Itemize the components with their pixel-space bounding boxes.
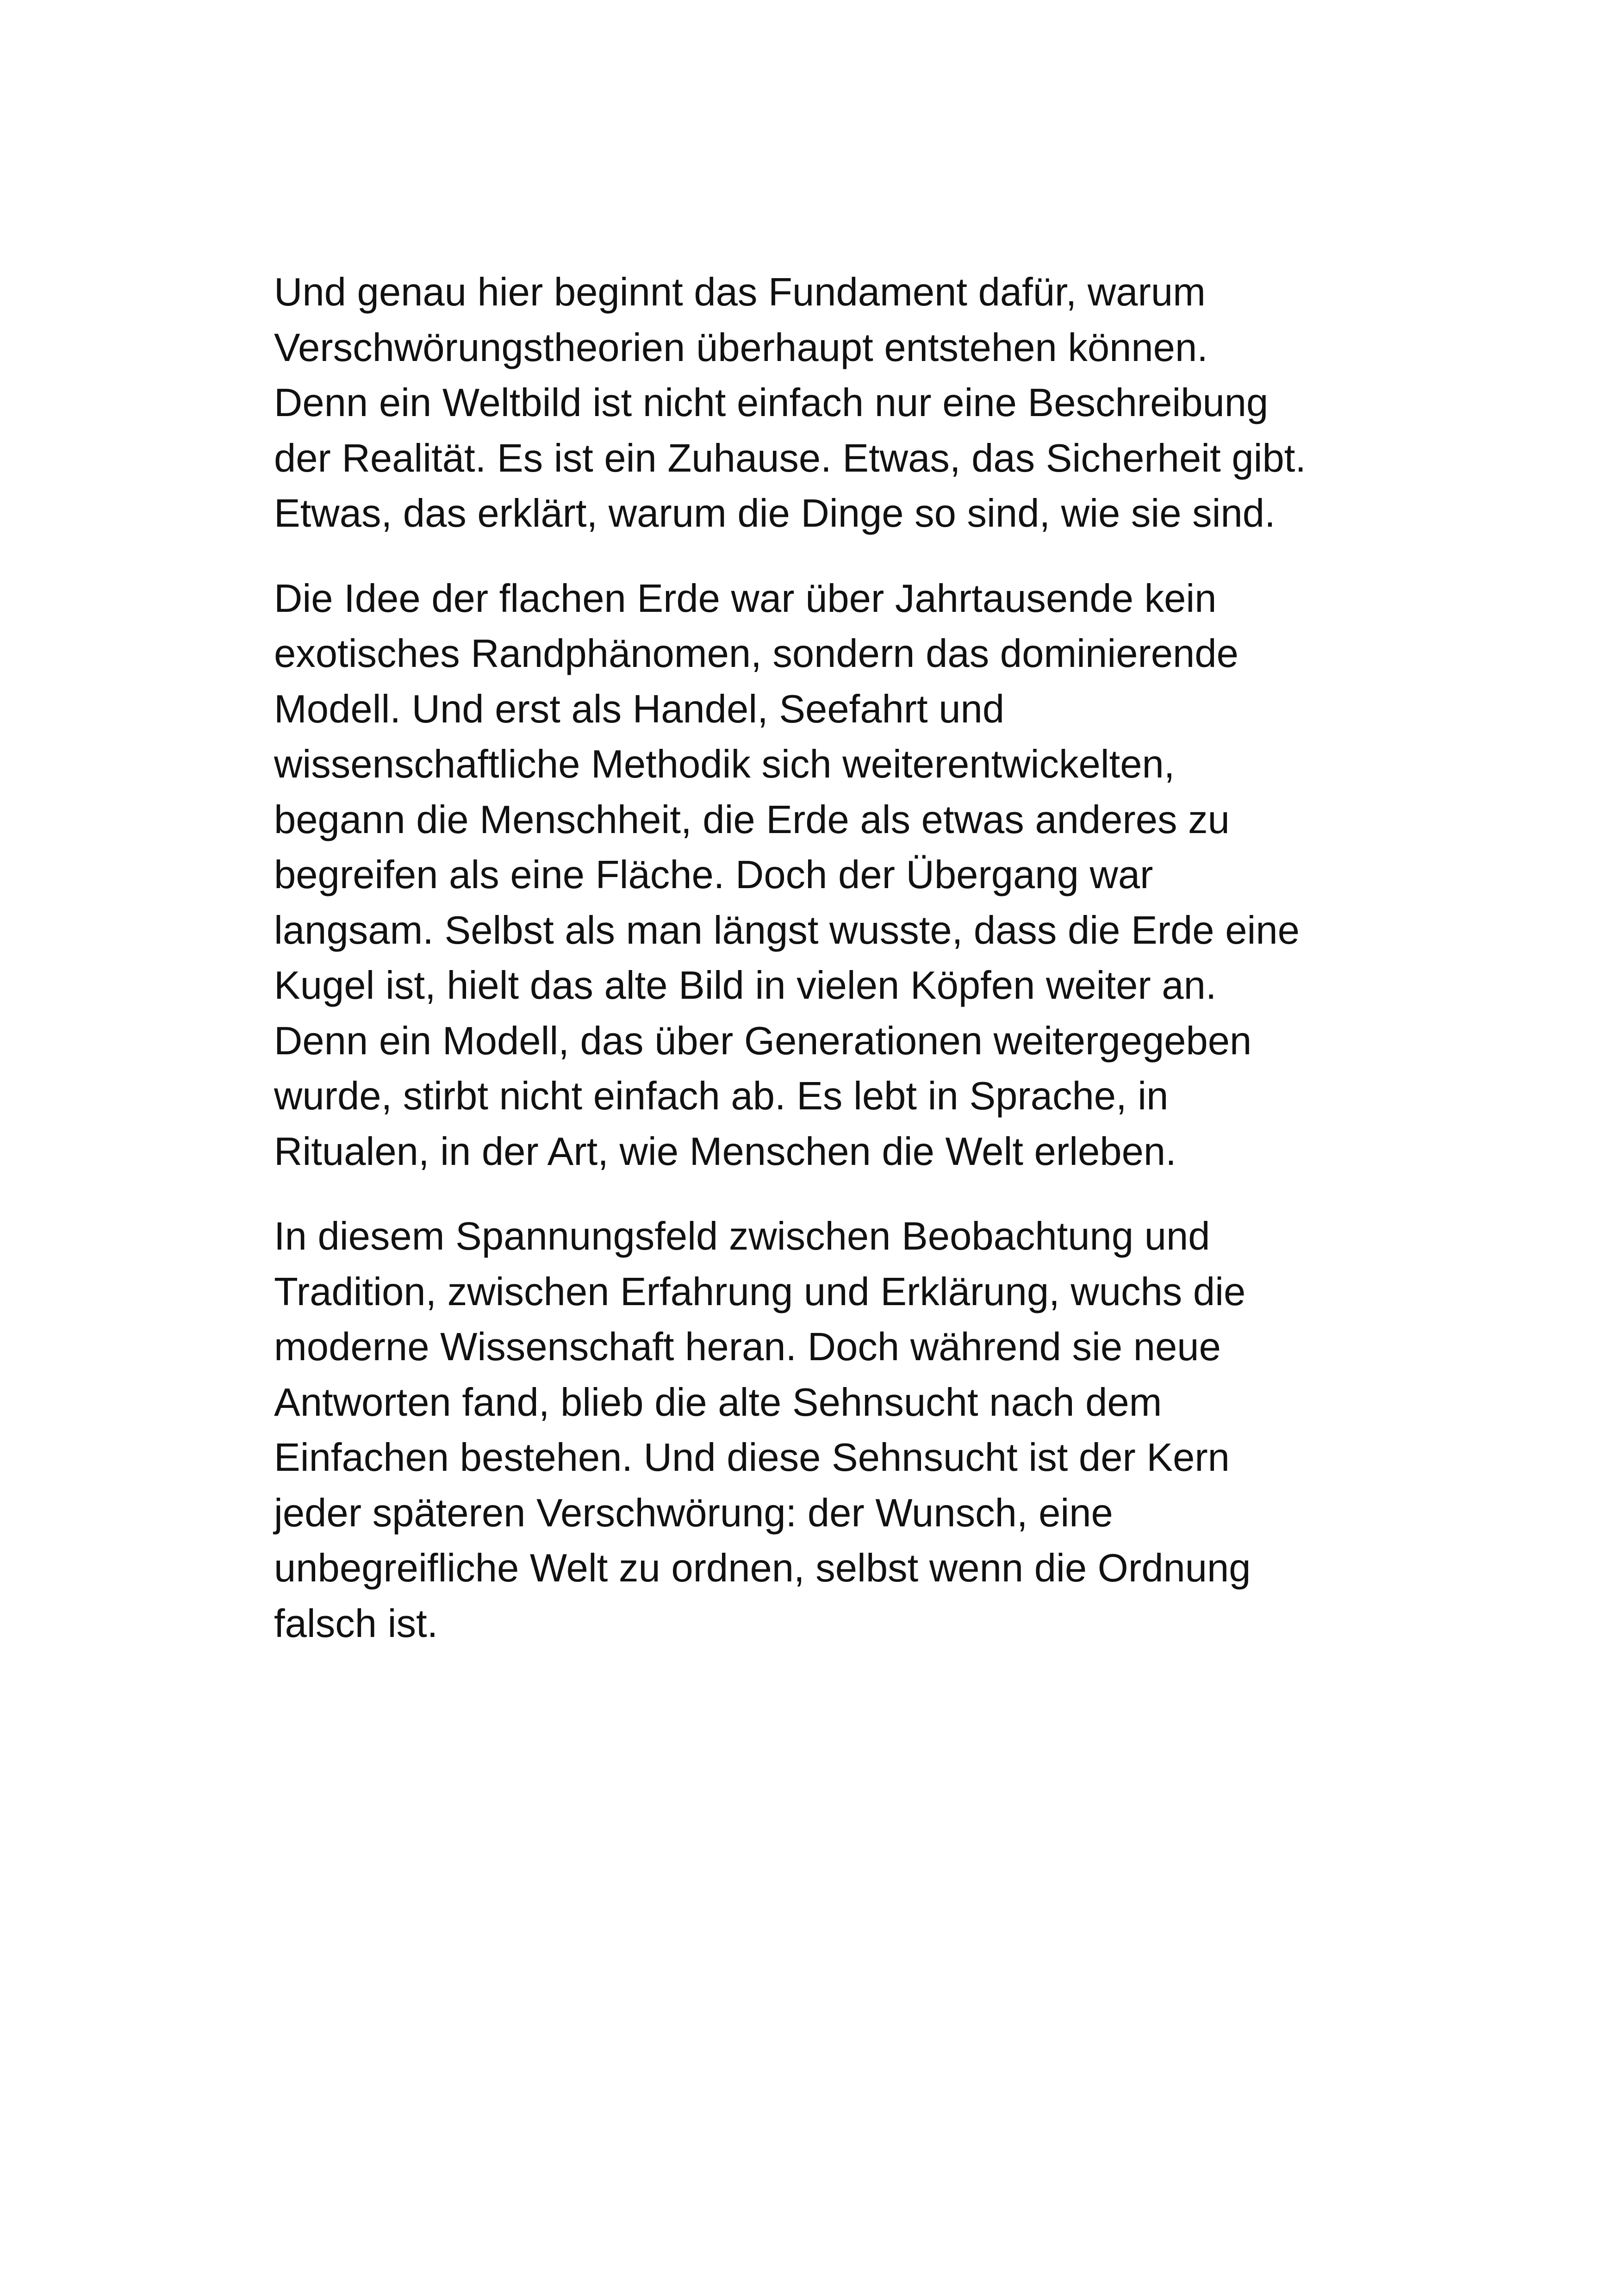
text-line: In diesem Spannungsfeld zwischen Beobachtung und xyxy=(274,1214,1210,1258)
text-line: moderne Wissenschaft heran. Doch während sie neue xyxy=(274,1325,1221,1369)
text-line: jeder späteren Verschwörung: der Wunsch, eine xyxy=(274,1491,1113,1535)
text-line: Antworten fand, blieb die alte Sehnsucht nach dem xyxy=(274,1380,1162,1425)
text-line: wissenschaftliche Methodik sich weiterentwickelten, xyxy=(274,742,1175,786)
text-line: Denn ein Modell, das über Generationen weitergegeben xyxy=(274,1019,1252,1063)
text-line: wurde, stirbt nicht einfach ab. Es lebt in Sprache, in xyxy=(274,1074,1169,1118)
text-line: Modell. Und erst als Handel, Seefahrt und xyxy=(274,687,1005,731)
text-line: exotisches Randphänomen, sondern das dominierende xyxy=(274,632,1238,676)
text-line: Die Idee der flachen Erde war über Jahrtausende kein xyxy=(274,576,1217,621)
text-line: Verschwörungstheorien überhaupt entstehen können. xyxy=(274,325,1208,370)
text-line: begreifen als eine Fläche. Doch der Übergang war xyxy=(274,853,1153,897)
paragraph-2 xyxy=(274,571,1394,1180)
text-line: begann die Menschheit, die Erde als etwas anderes zu xyxy=(274,797,1230,842)
body-text xyxy=(274,265,1394,1681)
text-line: der Realität. Es ist ein Zuhause. Etwas, das Sicherheit gibt. xyxy=(274,436,1307,480)
text-line: Etwas, das erklärt, warum die Dinge so sind, wie sie sind. xyxy=(274,492,1276,535)
text-line: Ritualen, in der Art, wie Menschen die Welt erleben. xyxy=(274,1129,1176,1174)
text-line: Einfachen bestehen. Und diese Sehnsucht ist der Kern xyxy=(274,1436,1230,1480)
text-line: unbegreifliche Welt zu ordnen, selbst wenn die Ordnung xyxy=(274,1546,1251,1590)
text-line: falsch ist. xyxy=(274,1601,438,1646)
text-line: Denn ein Weltbild ist nicht einfach nur eine Beschreibung xyxy=(274,381,1269,425)
paragraph-3 xyxy=(274,1209,1394,1651)
text-line: Tradition, zwischen Erfahrung und Erklärung, wuchs die xyxy=(274,1269,1246,1314)
text-line: Und genau hier beginnt das Fundament dafür, warum xyxy=(274,270,1206,314)
text-line: Kugel ist, hielt das alte Bild in vielen Köpfen weiter an. xyxy=(274,964,1217,1008)
text-line: langsam. Selbst als man längst wusste, dass die Erde eine xyxy=(274,908,1300,952)
paragraph-1 xyxy=(274,265,1394,541)
